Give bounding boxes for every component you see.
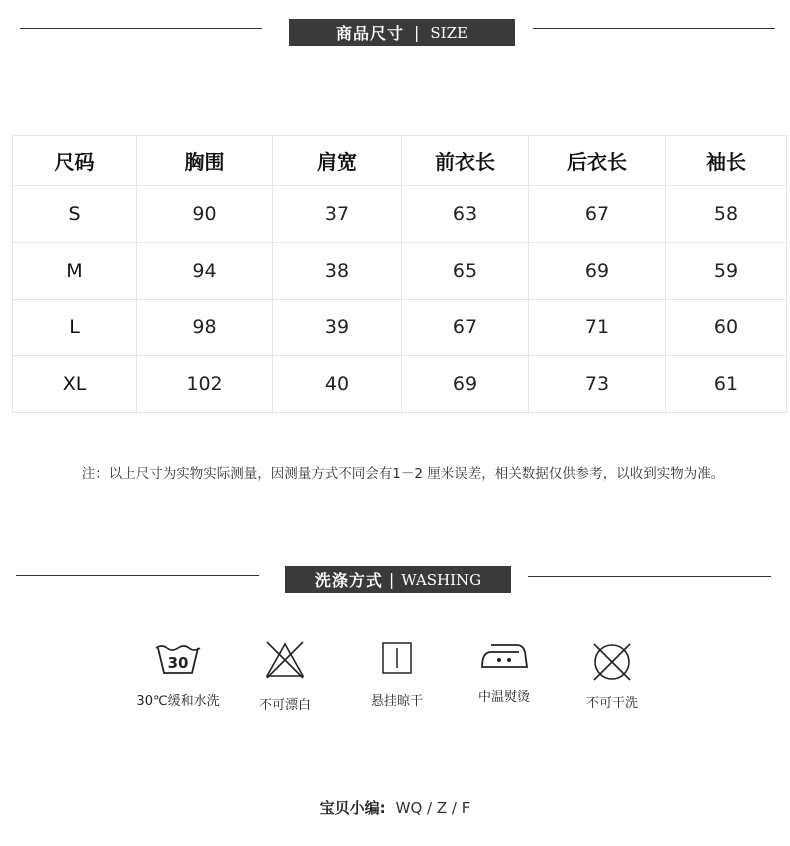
washing-section-banner (285, 566, 511, 593)
table-row (13, 186, 787, 243)
table-row (13, 299, 787, 356)
washing-title-en: WASHING (401, 570, 482, 589)
table-cell: M (13, 242, 137, 299)
size-title-en: SIZE (430, 23, 468, 42)
table-cell: 71 (529, 299, 666, 356)
table-cell: 40 (273, 356, 402, 413)
table-cell: L (13, 299, 137, 356)
wash-label: 30℃缓和水洗 (136, 694, 220, 709)
wash-item-hang-dry (342, 640, 452, 709)
washing-title-separator: | (388, 570, 396, 589)
no-dry-clean-icon (590, 640, 634, 684)
table-cell: 67 (402, 299, 529, 356)
table-cell: 69 (529, 242, 666, 299)
table-cell: S (13, 186, 137, 243)
table-cell: 102 (137, 356, 273, 413)
header-chest: 胸围 (137, 136, 273, 186)
divider-line-right (528, 576, 771, 577)
table-cell: 67 (529, 186, 666, 243)
table-cell: 39 (273, 299, 402, 356)
hang-dry-icon (377, 640, 417, 676)
wash-item-30 (123, 640, 233, 709)
editor-value: WQ / Z / F (395, 799, 471, 817)
table-cell: 90 (137, 186, 273, 243)
table-header-row (13, 136, 787, 186)
table-row (13, 242, 787, 299)
size-title-separator: | (414, 23, 421, 42)
washing-title-cn: 洗涤方式 (314, 571, 383, 590)
wash-label: 不可漂白 (258, 698, 311, 713)
size-section-banner (289, 19, 515, 46)
wash-label: 中温熨烫 (477, 690, 530, 705)
table-cell: 58 (666, 186, 787, 243)
table-row (13, 356, 787, 413)
measurement-note: 注：以上尺寸为实物实际测量，因测量方式不同会有1－2 厘米误差，相关数据仅供参考，以收到实物为准。 (81, 466, 725, 482)
size-table (12, 135, 787, 413)
wash-item-no-bleach (230, 640, 340, 713)
wash-item-no-dry-clean (557, 640, 667, 711)
divider-line-left (16, 575, 259, 576)
table-cell: 65 (402, 242, 529, 299)
wash-30-icon (154, 640, 202, 676)
table-cell: 60 (666, 299, 787, 356)
size-title-cn: 商品尺寸 (336, 24, 405, 43)
table-cell: 59 (666, 242, 787, 299)
no-bleach-icon (263, 640, 307, 680)
header-front-length: 前衣长 (402, 136, 529, 186)
table-cell: 61 (666, 356, 787, 413)
header-shoulder: 肩宽 (273, 136, 402, 186)
table-cell: 38 (273, 242, 402, 299)
table-cell: 98 (137, 299, 273, 356)
header-back-length: 后衣长 (529, 136, 666, 186)
divider-line-right (533, 28, 775, 29)
wash-temperature: 30 (167, 654, 189, 672)
wash-label: 不可干洗 (585, 696, 638, 711)
wash-label: 悬挂晾干 (370, 694, 423, 709)
table-cell: 69 (402, 356, 529, 413)
table-cell: 37 (273, 186, 402, 243)
header-sleeve: 袖长 (666, 136, 787, 186)
table-cell: 94 (137, 242, 273, 299)
iron-medium-icon (479, 640, 529, 672)
table-cell: XL (13, 356, 137, 413)
editor-credit (0, 797, 790, 818)
header-size: 尺码 (13, 136, 137, 186)
table-cell: 73 (529, 356, 666, 413)
divider-line-left (20, 28, 262, 29)
wash-item-iron (449, 640, 559, 705)
table-cell: 63 (402, 186, 529, 243)
editor-label: 宝贝小编: (319, 799, 386, 817)
